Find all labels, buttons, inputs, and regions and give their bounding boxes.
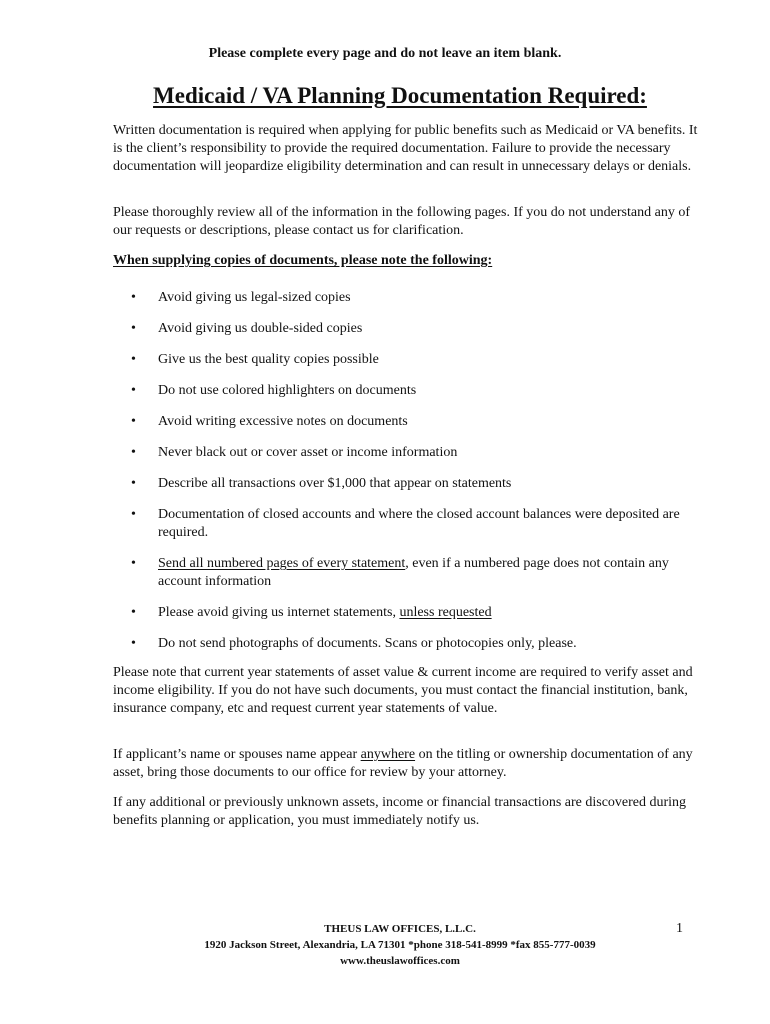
- list-item-text: Describe all transactions over $1,000 that appear on statements: [158, 476, 512, 491]
- list-item-text: Please avoid giving us internet statements,: [158, 605, 400, 620]
- bullet-icon: •: [131, 352, 136, 367]
- list-item-underlined-text: Send all numbered pages of every statement: [158, 556, 406, 571]
- list-item: [113, 635, 698, 653]
- list-item-text: Do not send photographs of documents. Scans or photocopies only, please.: [158, 636, 577, 651]
- list-item-text: Never black out or cover asset or income information: [158, 445, 458, 460]
- bullet-icon: •: [131, 414, 136, 429]
- underlined-word: anywhere: [360, 747, 416, 762]
- list-item: [113, 382, 698, 400]
- paragraph-text: on the titling or ownership documentation of any asset, bring those documents to our office for review by your attorney.: [113, 747, 693, 780]
- list-item: [113, 506, 698, 542]
- intro-paragraph-2: Please thoroughly review all of the information in the following pages. If you do not understand any of our requests or descriptions, please contact us for clarification.: [113, 205, 690, 238]
- page-footer: [0, 921, 770, 969]
- bullet-icon: •: [131, 445, 136, 460]
- paragraph-text: If applicant’s name or spouses name appear: [113, 747, 361, 762]
- bullet-icon: •: [131, 507, 136, 522]
- bullet-icon: •: [131, 636, 136, 651]
- list-item: [113, 444, 698, 462]
- bullet-icon: •: [131, 290, 136, 305]
- list-item: [113, 413, 698, 431]
- list-item-text: Give us the best quality copies possible: [158, 352, 379, 367]
- firm-address: 1920 Jackson Street, Alexandria, LA 71301 *phone 318-541-8999 *fax 855-777-0039: [204, 939, 596, 951]
- notify-paragraph: If any additional or previously unknown assets, income or financial transactions are discovered during benefits planning or application, you must immediately notify us.: [113, 795, 687, 828]
- firm-name: THEUS LAW OFFICES, L.L.C.: [324, 923, 476, 935]
- copies-list: [113, 289, 698, 666]
- list-item-text: Do not use colored highlighters on documents: [158, 383, 417, 398]
- copies-heading: When supplying copies of documents, please note the following:: [113, 253, 493, 268]
- list-item-text: Avoid giving us double-sided copies: [158, 321, 363, 336]
- list-item: [113, 555, 698, 591]
- intro-paragraph-1: Written documentation is required when applying for public benefits such as Medicaid or VA benefits. It is the client’s responsibility to provide the required documentation. Failure to provide the necessary documentation will jeopardize eligibility determination and can result in unnecessary delays or denials.: [113, 123, 698, 174]
- completion-notice: Please complete every page and do not leave an item blank.: [208, 46, 562, 61]
- bullet-icon: •: [131, 605, 136, 620]
- bullet-icon: •: [131, 556, 136, 571]
- bullet-icon: •: [131, 321, 136, 336]
- list-item-text: Avoid giving us legal-sized copies: [158, 290, 351, 305]
- bullet-icon: •: [131, 476, 136, 491]
- list-item: [113, 320, 698, 338]
- list-item: [113, 289, 698, 307]
- page-number: 1: [676, 921, 683, 936]
- list-item: [113, 604, 698, 622]
- firm-website[interactable]: www.theuslawoffices.com: [340, 955, 460, 967]
- bullet-icon: •: [131, 383, 136, 398]
- current-year-paragraph: Please note that current year statements of asset value & current income are required to verify asset and income eligibility. If you do not have such documents, you must contact the financial institution, bank, insurance company, etc and request current year statements of value.: [113, 665, 693, 716]
- list-item-text: , even if a numbered page does not contain any account information: [158, 556, 669, 589]
- list-item: [113, 351, 698, 369]
- applicant-name-paragraph: [113, 746, 698, 782]
- list-item: [113, 475, 698, 493]
- list-item-underlined-text: unless requested: [399, 605, 492, 620]
- page-title: Medicaid / VA Planning Documentation Required:: [153, 83, 647, 108]
- list-item-text: Documentation of closed accounts and where the closed account balances were deposited are required.: [158, 507, 680, 540]
- list-item-text: Avoid writing excessive notes on documents: [158, 414, 408, 429]
